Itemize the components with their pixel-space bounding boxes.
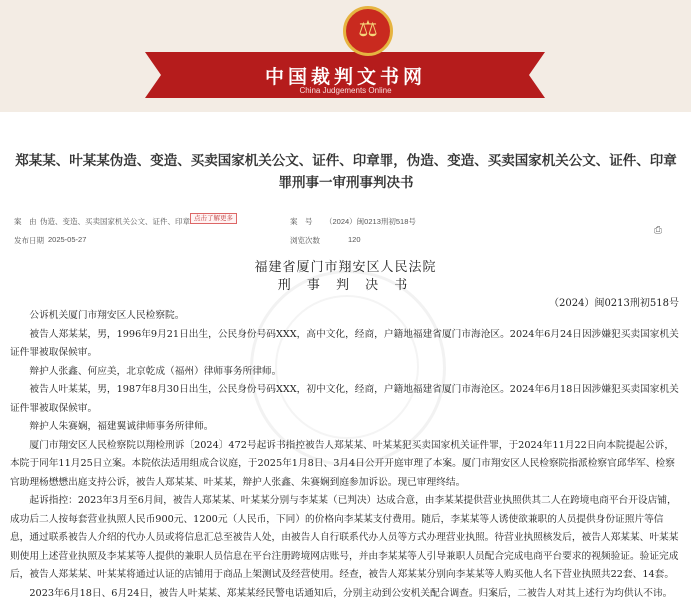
paragraph: 起诉指控：2023年3月至6月间，被告人郑某某、叶某某分别与李某某（已判决）达成合意，由李某某提供营业执照供其二人在跨境电商平台开设店铺，成功后二人按每套营业执照人民币900元、1200元（人民币，下同）的价格向李某某支付费用。随后，李某某等人诱使欲兼职的人员提供身份证照片等信息，通过联系被告人介绍的代办人员或将信息汇总至被告人处，由被告人自行联系代办人员等方式办理营业执照。待营业执照核发后，被告人郑某某、叶某某则使用上述营业执照及李某某等人提供的兼职人员信息在平台注册跨境网店账号，并由李某某等人引导兼职人员配合完成电商平台要求的视频验证。验证完成后，被告人郑某某、叶某某将通过认证的店铺用于商品上架测试及经营使用。经查，被告人郑某某分别向李某某等人购买他人名下营业执照共22套、14套。	[10, 495, 679, 580]
document-type: 刑 事 判 决 书	[277, 278, 414, 293]
print-icon[interactable]: ⎙	[654, 225, 662, 236]
views-label: 浏览次数	[290, 236, 320, 245]
cause-value: 伪造、变造、买卖国家机关公文、证件、印章	[40, 217, 190, 226]
date-label: 发布日期	[14, 236, 44, 245]
case-no-value: （2024）闽0213刑初518号	[325, 217, 416, 226]
site-banner	[0, 0, 691, 112]
site-title[interactable]: 中国裁判文书网	[264, 66, 426, 88]
case-number: （2024）闽0213刑初518号	[549, 298, 679, 309]
document-title: 郑某某、叶某某伪造、变造、买卖国家机关公文、证件、印章罪，伪造、变造、买卖国家机关公文、证件、印章罪刑事一审刑事判决书	[15, 153, 677, 191]
paragraph: 厦门市翔安区人民检察院以翔检刑诉〔2024〕472号起诉书指控被告人郑某某、叶某某犯买卖国家机关证件罪，于2024年11月22日向本院提起公诉，本院于同年11月25日立案。本院依法适用组成合议庭，于2025年1月8日、3月4日公开开庭审理了本案。厦门市翔安区人民检察院指派检察官邱华军、检察官助理杨懋懋出庭支持公诉，被告人郑某某、叶某某，辩护人张鑫、朱赛娴到庭参加诉讼。现已审理终结。	[10, 439, 675, 488]
learn-more-button[interactable]: 点击了解更多	[190, 213, 237, 224]
paragraph: 被告人郑某某，男，1996年9月21日出生，公民身份号码XXX，高中文化，经商，户籍地福建省厦门市海沧区。2024年6月24日因涉嫌犯买卖国家机关证件罪被取保候审。	[10, 328, 679, 358]
views-value: 120	[348, 235, 361, 244]
cause-label: 案 由	[14, 217, 37, 226]
date-value: 2025-05-27	[48, 235, 87, 244]
site-subtitle: China Judgements Online	[299, 86, 392, 95]
paragraph: 辩护人张鑫、何应美，北京乾成（福州）律师事务所律师。	[29, 365, 282, 377]
court-name: 福建省厦门市翔安区人民法院	[254, 260, 437, 275]
paragraph: 2023年6月18日、6月24日，被告人叶某某、郑某某经民警电话通知后，分别主动到公安机关配合调查。归案后，二被告人对其上述行为均供认不讳。	[29, 587, 673, 599]
court-emblem-icon: ⚖	[343, 6, 393, 56]
judgment-body	[10, 307, 680, 603]
paragraph: 被告人叶某某，男，1987年8月30日出生，公民身份号码XXX，初中文化，经商，户籍地福建省厦门市海沧区。2024年6月18日因涉嫌犯买卖国家机关证件罪被取保候审。	[10, 384, 679, 414]
case-no-label: 案 号	[290, 217, 313, 226]
paragraph: 辩护人朱赛娴，福建翼诚律师事务所律师。	[29, 421, 214, 432]
paragraph: 公诉机关厦门市翔安区人民检察院。	[29, 310, 185, 321]
